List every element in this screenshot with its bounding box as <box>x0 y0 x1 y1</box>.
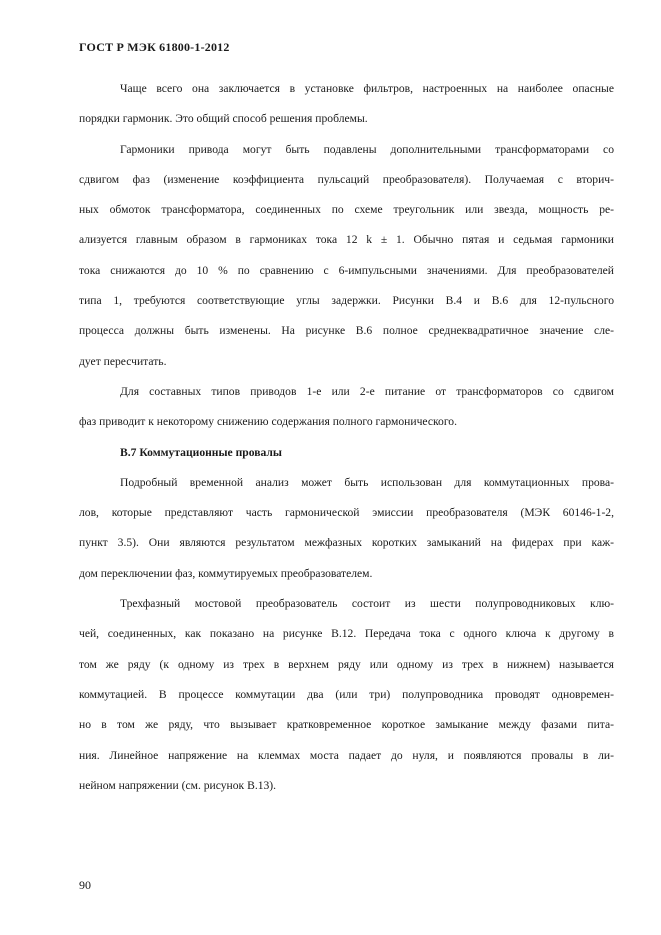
text-line: Трехфазный мостовой преобразователь состоит из шести полупроводниковых клю- <box>120 597 614 611</box>
text-line: фаз приводит к некоторому снижению содержания полного гармонического. <box>79 415 458 429</box>
text-line: Гармоники привода могут быть подавлены дополнительными трансформаторами со <box>120 142 614 156</box>
section-heading: В.7 Коммутационные провалы <box>120 445 282 459</box>
document-header: ГОСТ Р МЭК 61800-1-2012 <box>79 40 230 54</box>
text-line: дом переключении фаз, коммутируемых преобразователем. <box>79 566 373 580</box>
text-line: типа 1, требуются соответствующие углы задержки. Рисунки В.4 и В.6 для 12-пульсного <box>79 294 614 308</box>
text-line: но в том же ряду, что вызывает кратковременное короткое замыкание между фазами пита- <box>79 718 614 732</box>
text-line: том же ряду (к одному из трех в верхнем ряду или одному из трех в нижнем) называется <box>79 657 614 671</box>
text-line: лов, которые представляют часть гармонической эмиссии преобразователя (МЭК 60146-1-2, <box>79 506 614 520</box>
text-line: процесса должны быть изменены. На рисунке В.6 полное среднеквадратичное значение сле- <box>79 324 614 338</box>
document-body <box>79 74 614 801</box>
text-line: Для составных типов приводов 1-е или 2-е питание от трансформаторов со сдвигом <box>120 384 614 398</box>
text-line: сдвигом фаз (изменение коэффициента пульсаций преобразователя). Получаемая с вторич- <box>79 172 614 186</box>
text-line: тока снижаются до 10 % по сравнению с 6-импульсными значениями. Для преобразователей <box>79 263 614 277</box>
text-line: пункт 3.5). Они являются результатом межфазных коротких замыканий на фидерах при каж- <box>79 536 614 550</box>
text-line: ных обмоток трансформатора, соединенных по схеме треугольник или звезда, мощность ре- <box>79 203 614 217</box>
text-line: ния. Линейное напряжение на клеммах моста падает до нуля, и появляются провалы в ли- <box>79 748 614 762</box>
text-line: порядки гармоник. Это общий способ решения проблемы. <box>79 112 368 126</box>
page-number: 90 <box>79 878 91 892</box>
text-line: чей, соединенных, как показано на рисунке В.12. Передача тока с одного ключа к другому в <box>79 627 614 641</box>
text-line: ализуется главным образом в гармониках тока 12 k ± 1. Обычно пятая и седьмая гармоники <box>79 233 614 247</box>
text-line: нейном напряжении (см. рисунок В.13). <box>79 778 277 792</box>
text-line: коммутацией. В процессе коммутации два (или три) полупроводника проводят одновремен- <box>79 687 614 701</box>
text-line: дует пересчитать. <box>79 354 167 368</box>
text-line: Чаще всего она заключается в установке фильтров, настроенных на наиболее опасные <box>120 82 614 95</box>
text-line: Подробный временной анализ может быть использован для коммутационных прова- <box>120 475 614 489</box>
